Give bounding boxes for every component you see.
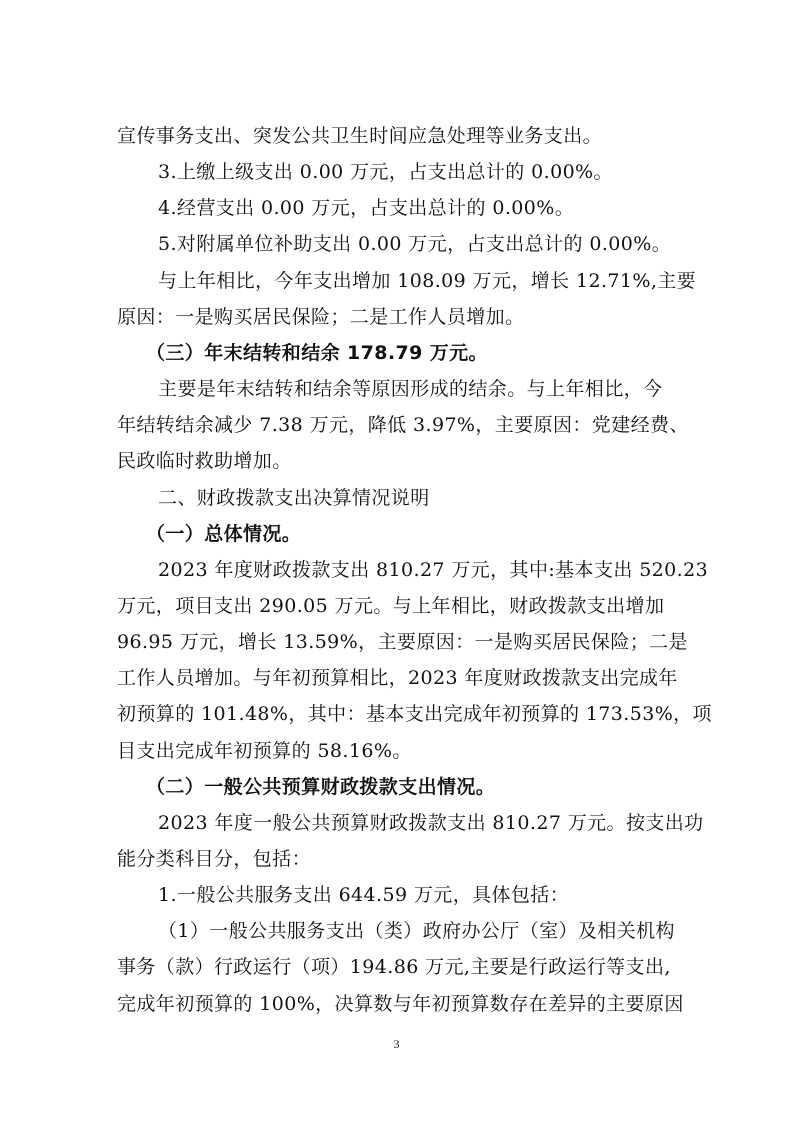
section-heading: 二、财政拨款支出决算情况说明: [158, 486, 430, 509]
text-line: 4.经营支出 0.00 万元，占支出总计的 0.00%。: [158, 197, 575, 220]
text-line: 2023 年度一般公共预算财政拨款支出 810.27 万元。按支出功: [158, 811, 704, 834]
page-number: 3: [393, 1037, 400, 1051]
text-line: 初预算的 101.48%，其中：基本支出完成年初预算的 173.53%，项: [117, 703, 712, 726]
text-line: 与上年相比，今年支出增加 108.09 万元，增长 12.71%,主要: [158, 269, 697, 292]
text-line: 万元，项目支出 290.05 万元。与上年相比，财政拨款支出增加: [117, 594, 665, 617]
text-line: 民政临时救助增加。: [117, 450, 292, 473]
text-line: 主要是年末结转和结余等原因形成的结余。与上年相比，今: [158, 378, 663, 401]
text-line: 目支出完成年初预算的 58.16%。: [117, 739, 412, 762]
text-line: 96.95 万元，增长 13.59%，主要原因：一是购买居民保险；二是: [117, 631, 688, 654]
text-line: 事务（款）行政运行（项）194.86 万元,主要是行政运行等支出,: [117, 956, 671, 979]
text-line: （1）一般公共服务支出（类）政府办公厅（室）及相关机构: [158, 920, 675, 943]
section-heading: （二）一般公共预算财政拨款支出情况。: [146, 775, 496, 798]
text-line: 2023 年度财政拨款支出 810.27 万元，其中:基本支出 520.23: [158, 558, 709, 581]
text-line: 工作人员增加。与年初预算相比，2023 年度财政拨款支出完成年: [117, 667, 678, 690]
section-heading: （三）年末结转和结余 178.79 万元。: [146, 341, 488, 364]
section-heading: （一）总体情况。: [146, 522, 302, 545]
text-line: 年结转结余减少 7.38 万元，降低 3.97%，主要原因：党建经费、: [117, 414, 689, 437]
text-line: 宣传事务支出、突发公共卫生时间应急处理等业务支出。: [117, 125, 603, 147]
text-line: 能分类科目分，包括：: [117, 848, 312, 870]
text-line: 1.一般公共服务支出 644.59 万元，具体包括：: [158, 884, 570, 907]
text-line: 完成年初预算的 100%，决算数与年初预算数存在差异的主要原因: [117, 992, 684, 1015]
text-line: 5.对附属单位补助支出 0.00 万元，占支出总计的 0.00%。: [158, 233, 672, 256]
text-line: 3.上缴上级支出 0.00 万元，占支出总计的 0.00%。: [158, 161, 613, 184]
text-line: 原因：一是购买居民保险；二是工作人员增加。: [117, 305, 525, 328]
